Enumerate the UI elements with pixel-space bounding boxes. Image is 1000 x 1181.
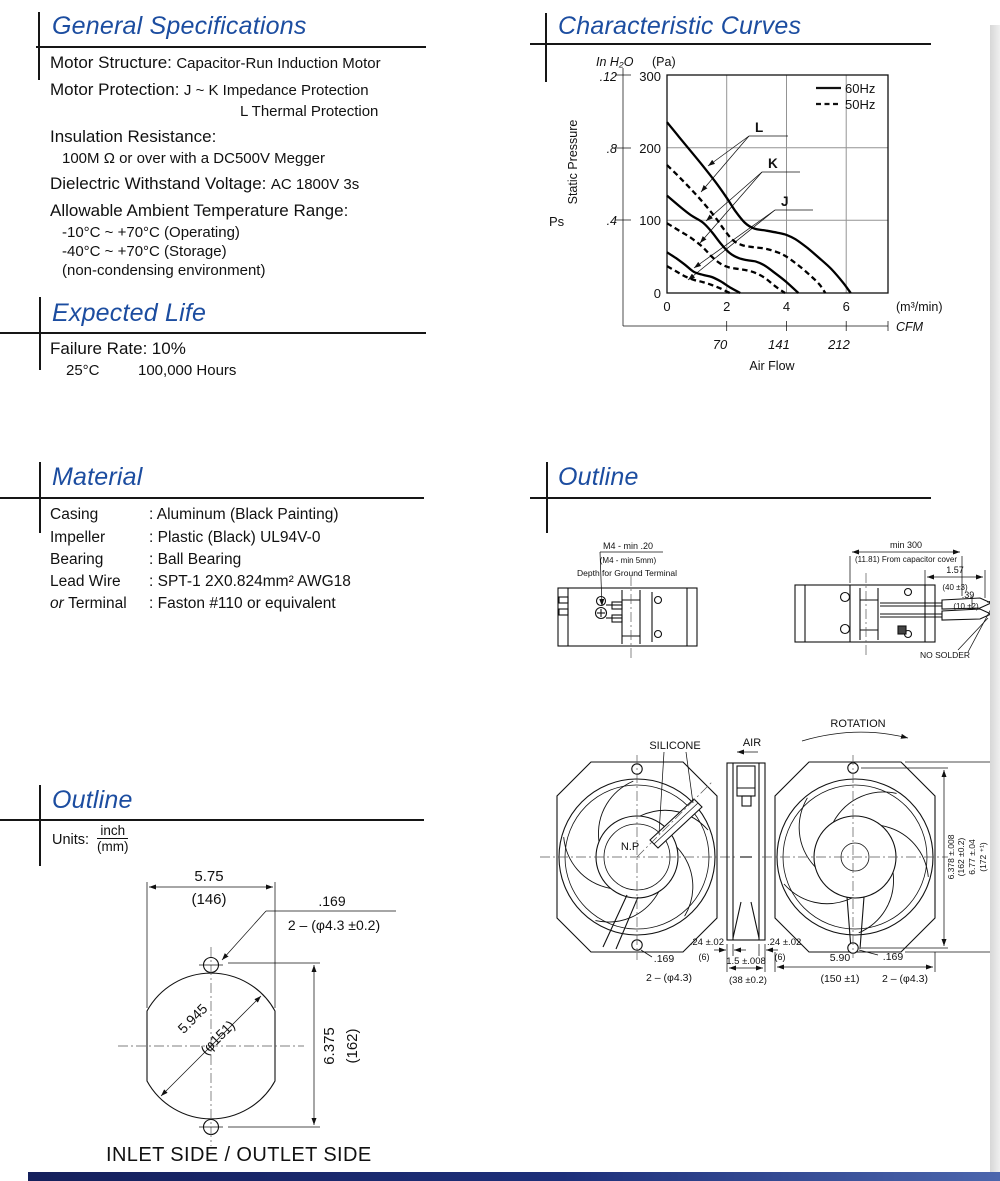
overall-height-dim-in: 6.77 ±.04 <box>967 839 977 875</box>
strip-dim-in: .39 <box>961 590 975 600</box>
cutout-hole-dim-in: .169 <box>318 893 346 909</box>
cfm-unit-label: CFM <box>896 320 924 334</box>
cutout-height-in: 6.375 <box>321 1027 338 1065</box>
failure-rate-label: Failure Rate: <box>50 339 148 358</box>
colon: : <box>149 529 154 546</box>
y-axis-label: Static Pressure <box>566 119 580 205</box>
flange-left-dim-mm: (6) <box>698 952 710 962</box>
width-dim-in: 5.90 <box>829 952 851 964</box>
rotation-arrow <box>802 732 908 741</box>
right-hole-dim-mm: 2 – (φ4.3) <box>882 973 928 985</box>
wire-length-dim: min 300 <box>889 540 923 550</box>
curve-L-50Hz <box>667 165 825 293</box>
colon: : <box>149 573 154 590</box>
silicone-label: SILICONE <box>649 740 701 752</box>
cfm-tick-70: 70 <box>712 337 728 352</box>
inh2o-tick-12: .12 <box>599 70 617 84</box>
material-row <box>50 573 351 591</box>
ambient-line3: (non-condensing environment) <box>62 262 266 279</box>
dielectric-label: Dielectric Withstand Voltage: <box>50 174 267 193</box>
section-rule <box>36 46 426 48</box>
material-row <box>50 551 241 569</box>
units-fraction <box>97 823 128 854</box>
x-tick-6: 6 <box>842 299 850 314</box>
cfm-tick-141: 141 <box>768 337 790 352</box>
pa-tick-100: 100 <box>639 213 661 228</box>
ground-terminal-note1: M4 - min .20 <box>602 541 654 551</box>
motor-structure-row <box>50 53 381 73</box>
section-bar <box>39 785 41 866</box>
dielectric-value: AC 1800V 3s <box>270 176 360 193</box>
pa-tick-200: 200 <box>639 141 661 156</box>
units-label: Units: <box>52 832 90 848</box>
motor-protection-value: J ~ K Impedance Protection <box>183 82 369 99</box>
expected-life-title: Expected Life <box>52 299 207 327</box>
flange-right-dim-in: .24 ±.02 <box>767 937 802 948</box>
pa-tick-0: 0 <box>653 286 661 301</box>
curve-label-J: J <box>781 194 789 209</box>
page-edge-shading <box>990 25 1000 1172</box>
material-value: Aluminum (Black Painting) <box>156 506 339 523</box>
curve-label-K: K <box>768 156 778 171</box>
left-hole-dim-in: .169 <box>653 953 675 965</box>
ambient-line1: -10°C ~ +70°C (Operating) <box>62 224 240 241</box>
section-rule <box>0 497 424 499</box>
fan-side-view <box>727 763 765 940</box>
hole-pitch-dim-in: 6.378 ±.008 <box>946 834 956 880</box>
side-view-left <box>558 588 697 646</box>
x-axis-label: Air Flow <box>749 359 795 373</box>
cfm-tick-212: 212 <box>828 337 850 352</box>
curve-annotations <box>688 120 813 280</box>
flange-right-dim-mm: (6) <box>774 952 786 962</box>
cutout-hole-dim-mm: 2 – (φ4.3 ±0.2) <box>287 917 381 933</box>
material-label: Casing <box>50 506 99 523</box>
material-value: SPT-1 2X0.824mm² AWG18 <box>157 573 351 590</box>
wire-length-note: (11.81) From capacitor cover <box>854 555 958 564</box>
failure-rate-value: 10% <box>151 339 186 358</box>
units-inch: inch <box>97 823 128 839</box>
colon: : <box>149 551 154 568</box>
fan-front-right <box>775 762 940 953</box>
section-rule <box>530 497 931 499</box>
air-label: AIR <box>742 737 762 749</box>
page-footer-bar <box>28 1172 1000 1181</box>
material-row <box>50 529 320 547</box>
x-tick-2: 2 <box>723 299 731 314</box>
material-label: Terminal <box>68 595 127 612</box>
dielectric-row <box>50 174 359 194</box>
ground-terminal-note2: (M4 - min 5mm) <box>599 556 657 565</box>
material-row <box>50 595 336 613</box>
pa-tick-300: 300 <box>639 69 661 84</box>
cutout-dia-mm: (φ151) <box>197 1017 238 1058</box>
failure-rate-row <box>50 339 186 359</box>
curve-J-50Hz <box>667 266 730 293</box>
general-specs-title: General Specifications <box>52 12 307 40</box>
side-view-drawings <box>530 530 1000 680</box>
life-temp: 25°C <box>66 362 100 379</box>
material-value: Plastic (Black) UL94V-0 <box>157 529 321 546</box>
overall-height-dim-mm: (172 ⁺¹) <box>978 842 988 872</box>
insulation-value: 100M Ω or over with a DC500V Megger <box>62 150 325 167</box>
ps-label: Ps <box>549 214 565 229</box>
material-title: Material <box>52 463 143 491</box>
section-rule <box>0 332 426 334</box>
np-marking: N.P <box>620 841 640 853</box>
legend-50hz-label: 50Hz <box>845 97 876 112</box>
inh2o-tick-8: .8 <box>606 142 617 156</box>
right-hole-dim-in: .169 <box>882 951 904 963</box>
depth-dim-mm: (38 ±0.2) <box>729 975 767 986</box>
rotation-label: ROTATION <box>830 718 886 730</box>
terminal-dim-mm: (40 ±3) <box>942 583 968 592</box>
cutout-dia-in: 5.945 <box>174 1000 211 1037</box>
legend-60hz-label: 60Hz <box>845 81 876 96</box>
left-hole-dim-mm: 2 – (φ4.3) <box>646 972 692 984</box>
material-label: Bearing <box>50 551 104 568</box>
section-rule <box>0 819 424 821</box>
characteristic-curves-title: Characteristic Curves <box>558 12 802 40</box>
motor-structure-label: Motor Structure: <box>50 53 172 72</box>
fan-view-drawings <box>545 700 1000 1000</box>
inh2o-unit-label: In H₂O <box>596 55 634 69</box>
motor-protection-row <box>50 80 369 100</box>
units-mm: (mm) <box>97 839 129 854</box>
ambient-label: Allowable Ambient Temperature Range: <box>50 201 349 220</box>
width-dim-mm: (150 ±1) <box>820 973 860 985</box>
motor-structure-value: Capacitor-Run Induction Motor <box>176 55 381 72</box>
flange-left-dim-in: .24 ±.02 <box>689 937 724 948</box>
curve-label-L: L <box>755 120 764 135</box>
ambient-line2: -40°C ~ +70°C (Storage) <box>62 243 227 260</box>
motor-protection-value2: L Thermal Protection <box>240 103 379 120</box>
depth-dim-in: 1.5 ±.008 <box>726 956 766 967</box>
strip-dim-mm: (10 ±2) <box>953 602 979 611</box>
outline-left-title: Outline <box>52 786 133 814</box>
pa-unit-label: (Pa) <box>652 55 676 69</box>
no-solder-label: NO SOLDER <box>920 650 971 660</box>
cutout-width-in: 5.75 <box>194 868 224 885</box>
terminal-dim-in: 1.57 <box>946 565 964 575</box>
characteristic-curves-chart <box>535 48 1000 388</box>
mounting-cutout-drawing <box>30 855 470 1155</box>
material-row <box>50 506 339 524</box>
x-tick-4: 4 <box>782 299 791 314</box>
material-label: Lead Wire <box>50 573 121 590</box>
motor-protection-label: Motor Protection: <box>50 80 180 99</box>
cutout-width-mm: (146) <box>191 891 227 908</box>
x-unit-label: (m³/min) <box>896 300 943 314</box>
colon: : <box>149 595 154 612</box>
inh2o-tick-4: .4 <box>606 214 617 228</box>
ground-terminal-note3: Depth for Ground Terminal <box>576 568 678 578</box>
life-hours: 100,000 Hours <box>138 362 237 379</box>
x-tick-0: 0 <box>663 299 671 314</box>
material-label-or: or <box>50 595 69 612</box>
hole-pitch-dim-mm: (162 ±0.2) <box>956 837 966 877</box>
outline-right-title: Outline <box>558 463 639 491</box>
cutout-height-mm: (162) <box>344 1028 361 1064</box>
material-value: Faston #110 or equivalent <box>157 595 336 612</box>
colon: : <box>149 506 154 523</box>
material-value: Ball Bearing <box>157 551 242 568</box>
insulation-label: Insulation Resistance: <box>50 127 217 146</box>
inlet-outlet-caption: INLET SIDE / OUTLET SIDE <box>106 1144 372 1166</box>
chart-legend <box>816 81 875 112</box>
material-label: Impeller <box>50 529 106 546</box>
section-rule <box>530 43 931 45</box>
